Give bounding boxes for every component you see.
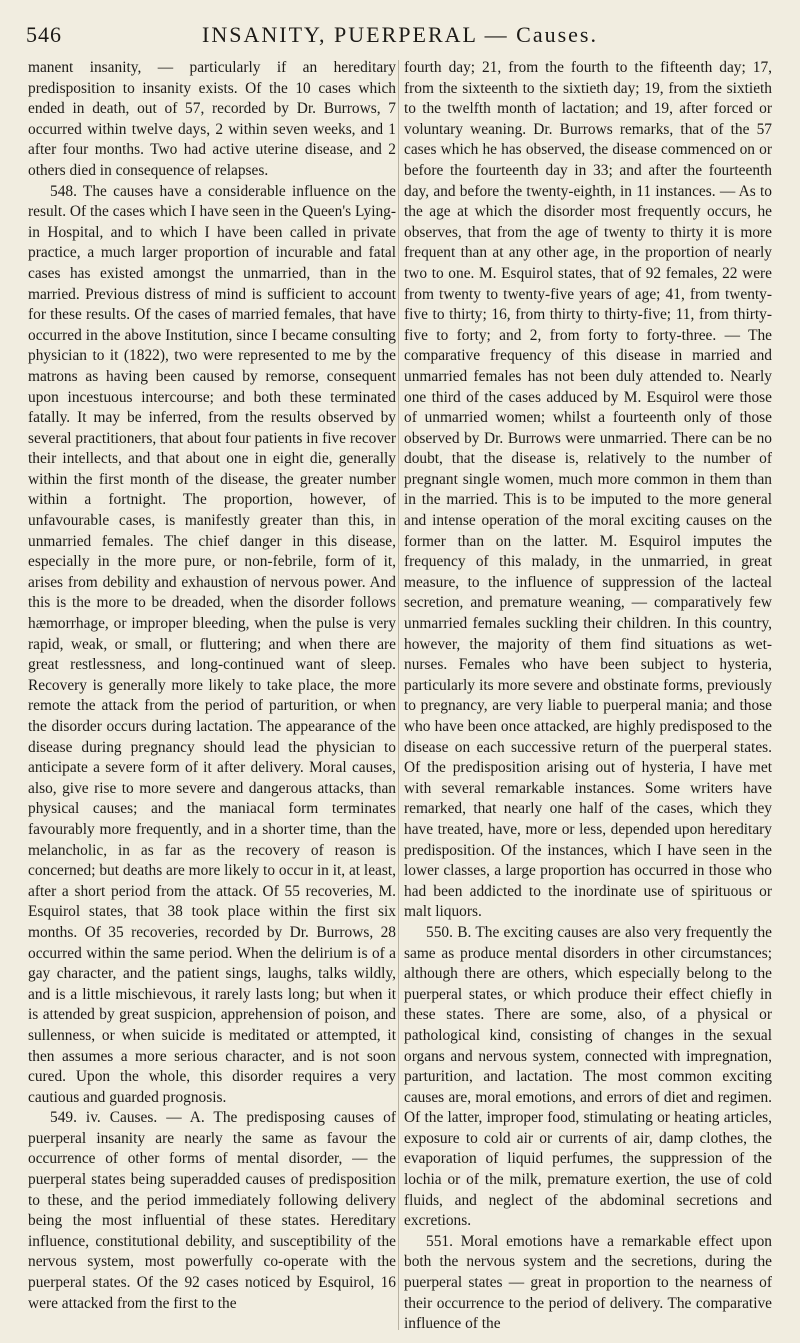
paragraph: 549. iv. Causes. — A. The predisposing causes of puerperal insanity are nearly the same as favour the occurrence of other forms of mental disorder, — the puerperal states being superadded causes of predisposition to these, and the period immediately following delivery being the most influential of these states. Hereditary influence, constitutional debility, and susceptibility of the nervous system, most powerfully co-operate with the puerperal states. Of the 92 cases noticed by Esquirol, 16 were attacked from the first to the (28, 1109, 396, 1312)
right-column (404, 58, 772, 1335)
running-title: INSANITY, PUERPERAL — Causes. (202, 22, 598, 47)
left-column (28, 58, 396, 1314)
paragraph: 550. B. The exciting causes are also very frequently the same as produce mental disorders in other circumstances; although there are others, which especially belong to the puerperal states, or which produce their effect chiefly in these states. There are some, also, of a physical or pathological kind, consisting of changes in the sexual organs and nervous system, connected with impregnation, parturition, and lactation. The most common exciting causes are, moral emotions, and errors of diet and regimen. Of the latter, improper food, stimulating or heating articles, exposure to cold air or currents of air, damp clothes, the evaporation of liquid perfumes, the suppression of the lochia or of the milk, premature exertion, the use of cold fluids, and neglect of the abdominal secretions and excretions. (404, 923, 772, 1230)
page-number: 546 (26, 22, 62, 47)
paragraph: manent insanity, — particularly if an hereditary predisposition to insanity exists. Of the 10 cases which ended in death, out of 57, recorded by Dr. Burrows, 7 occurred within twelve days, 2 within seven weeks, and 1 after four months. Two had active uterine disease, and 2 others died in consequence of relapses. (28, 59, 396, 179)
paragraph: 548. The causes have a considerable influence on the result. Of the cases which I have seen in the Queen's Lying-in Hospital, and to which I have been called in private practice, a much larger proportion of incurable and fatal cases has existed amongst the unmarried, than in the married. Previous distress of mind is sufficient to account for these results. Of the cases of married females, that have occurred in the above Institution, since I became consulting physician to it (1822), two were represented to me by the matrons as having been caused by remorse, consequent upon incestuous intercourse; and both these terminated fatally. It may be inferred, from the results observed by several practitioners, that about four patients in five recover their intellects, and that about one in eight die, generally within the first month of the disease, the greater number within a fortnight. The proportion, however, of unfavourable cases, is manifestly greater than this, in unmarried females. The chief danger in this disease, especially in the more pure, or non-febrile, form of it, arises from debility and exhaustion of nervous power. And this is the more to be dreaded, when the disorder follows hæmorrhage, or improper bleeding, when the pulse is very rapid, weak, or small, or fluttering; and when there are great restlessness, and long-continued want of sleep. Recovery is generally more likely to take place, the more remote the attack from the period of parturition, or when the disorder occurs during lactation. The appearance of the disease during pregnancy should lead the physician to anticipate a severe form of it after delivery. Moral causes, also, give rise to more severe and dangerous attacks, than physical causes; and the maniacal form terminates favourably more frequently, and in a shorter time, than the melancholic, in as far as the recovery of reason is concerned; but deaths are more likely to occur in it, at least, after a short period from the attack. Of 55 recoveries, M. Esquirol states, that 38 took place within the first six months. Of 35 recoveries, recorded by Dr. Burrows, 28 occurred within the same period. When the delirium is of a gay character, and the patient sings, laughs, talks wildly, and is a little mischievous, it rarely lasts long; but when it is attended by great suspicion, apprehension of poison, and sullenness, or when suicide is meditated or attempted, it then assumes a more serious character, and is not soon cured. Upon the whole, this disorder requires a very cautious and guarded prognosis. (28, 182, 396, 1106)
page-header (0, 22, 800, 62)
paragraph: fourth day; 21, from the fourth to the fifteenth day; 17, from the sixteenth to the sixtieth day; 19, from the sixtieth to the twelfth month of lactation; and 19, after forced or voluntary weaning. Dr. Burrows remarks, that of the 57 cases which he has observed, the disease commenced on or before the fourteenth day in 33; and after the fourteenth day, and before the twenty-eighth, in 11 instances. — As to the age at which the disorder most frequently occurs, he observes, that from the age of twenty to thirty it is more frequent than at any other age, in the proportion of nearly two to one. M. Esquirol states, that of 92 females, 22 were from twenty to twenty-five years of age; 41, from twenty-five to thirty; 16, from thirty to thirty-five; 11, from thirty-five to forty; and 2, from forty to forty-three. — The comparative frequency of this disease in married and unmarried females has not been duly attended to. Nearly one third of the cases adduced by M. Esquirol were those of unmarried women; whilst a fourteenth only of those observed by Dr. Burrows were unmarried. There can be no doubt, that the disease is, relatively to the number of pregnant single women, much more common in them than in the married. This is to be imputed to the more general and intense operation of the moral exciting causes on the former than on the latter. M. Esquirol imputes the frequency of this malady, in the unmarried, in great measure, to the influence of suppression of the lacteal secretion, and premature weaning, — comparatively few unmarried females suckling their children. In this country, however, the majority of them find situations as wet-nurses. Females who have been subject to hysteria, particularly its more severe and obstinate forms, previously to pregnancy, are very liable to puerperal mania; and those who have been once attacked, are highly predisposed to the disease on each successive return of the puerperal states. Of the predisposition arising out of hysteria, I have met with several remarkable instances. Some writers have remarked, that nearly one half of the cases, which they have treated, have, more or less, depended upon hereditary predisposition. Of the instances, which I have seen in the lower classes, a large proportion has occurred in those who had been addicted to the inordinate use of spirituous or malt liquors. (404, 59, 772, 921)
column-divider (398, 60, 399, 1330)
paragraph: 551. Moral emotions have a remarkable effect upon both the nervous system and the secretions, during the puerperal states — great in proportion to the nearness of their occurrence to the period of delivery. The comparative influence of the (404, 1232, 772, 1333)
